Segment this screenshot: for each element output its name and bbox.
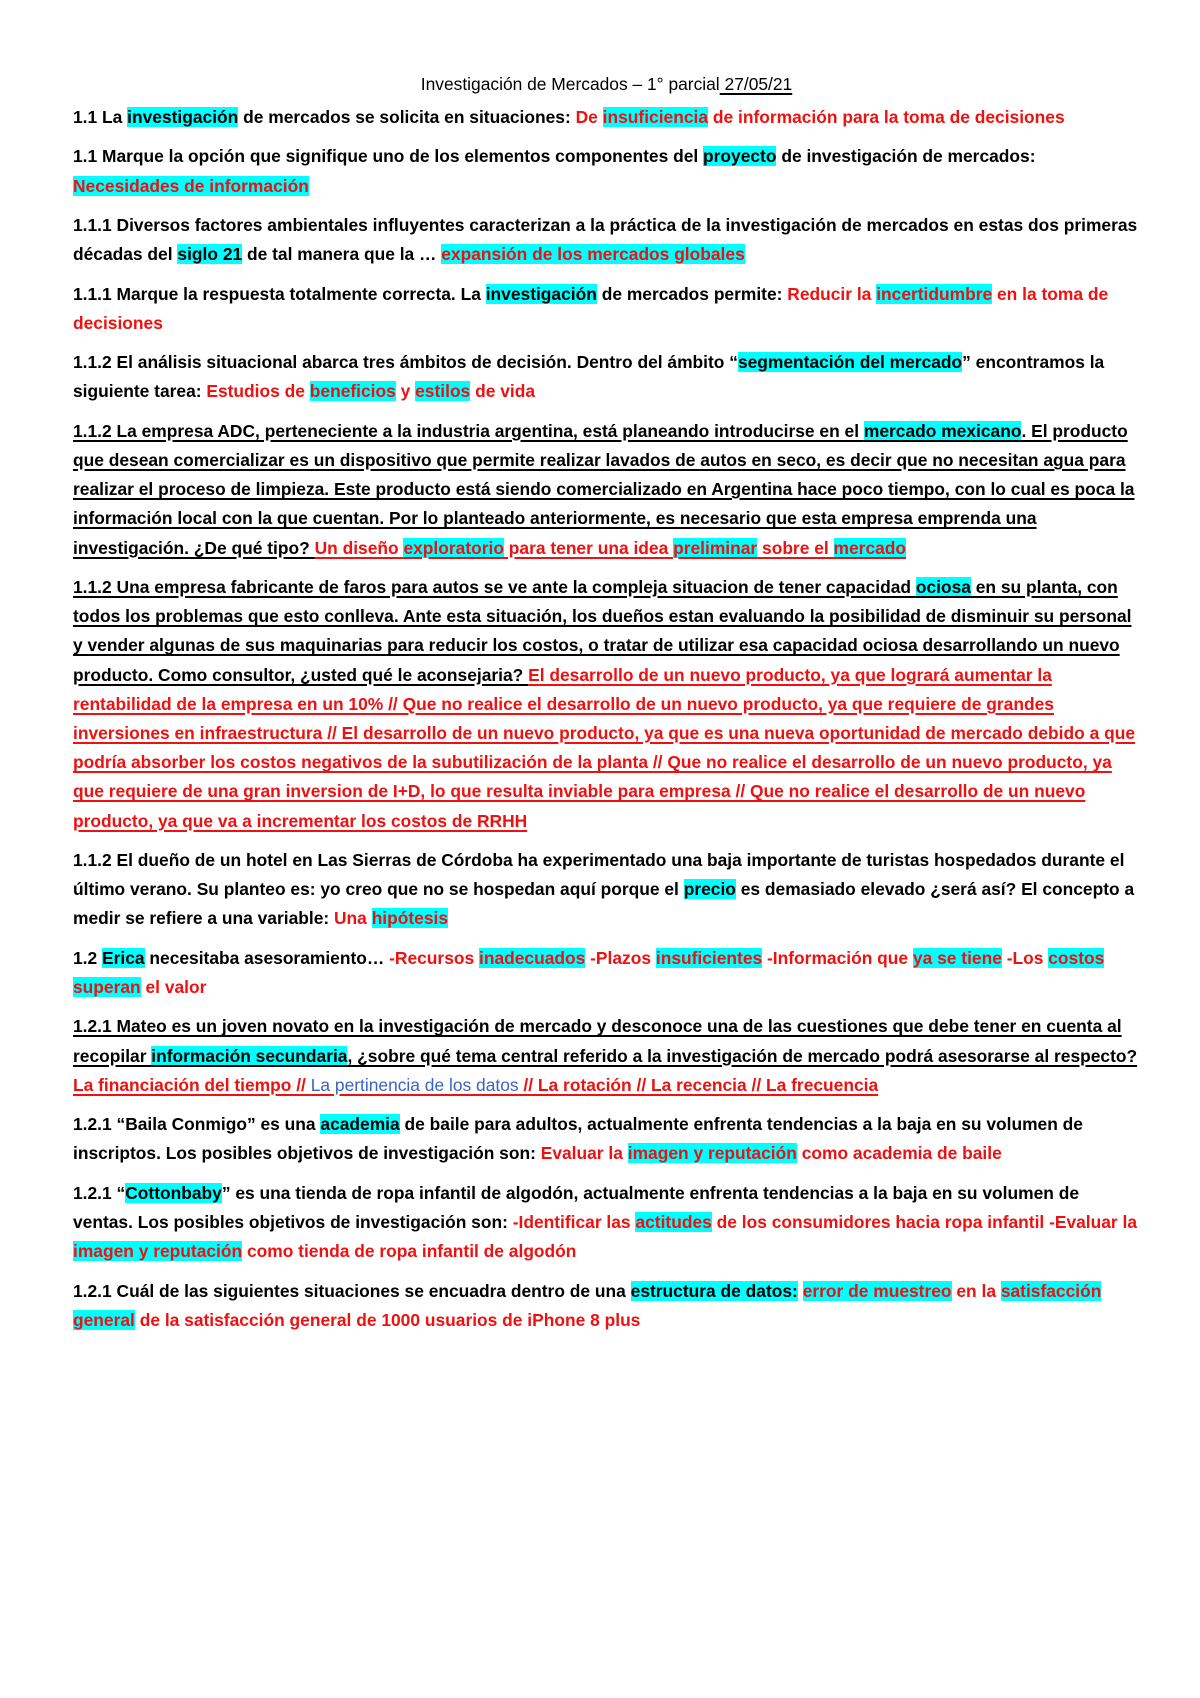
text-run: en la	[951, 1280, 1001, 1301]
text-run: La financiación del tiempo //	[73, 1074, 311, 1095]
text-run: ” encontramos la siguiente tarea:	[73, 352, 1105, 402]
text-run: de investigación de mercados:	[776, 146, 1036, 167]
text-run: inadecuados	[479, 947, 586, 968]
text-run: de los consumidores hacia ropa infantil -Evaluar la	[711, 1211, 1138, 1232]
answer-3: expansión de los mercados globales	[441, 244, 745, 265]
text-run: 1.1.1 Diversos factores ambientales influyentes caracterizan a la práctica de la investigación de mercados en estas dos primeras décadas del	[73, 214, 1138, 265]
answer-11	[541, 1143, 1002, 1163]
text-run: proyecto	[703, 146, 777, 167]
text-run: Investigación de Mercados – 1° parcial	[420, 74, 720, 94]
text-run: 1.1.2 La empresa ADC, perteneciente a la industria argentina, está planeando introducirse en el	[73, 420, 864, 441]
text-run: preliminar	[673, 537, 758, 558]
question-6	[73, 417, 1140, 563]
question-2	[73, 142, 1140, 200]
text-run: -Identificar las	[512, 1211, 636, 1232]
text-run: imagen y reputación	[627, 1143, 797, 1164]
question-8	[73, 846, 1140, 934]
text-run: 1.1.2 El dueño de un hotel en Las Sierras de Córdoba ha experimentado una baja importante de turistas hospedados durante el último verano. Su planteo es: yo creo que no se hospedan aquí porque el	[73, 849, 1125, 900]
text-run: insuficientes	[655, 947, 763, 968]
question-3	[73, 211, 1140, 269]
text-run: costos superan	[73, 947, 1105, 997]
question-4	[73, 280, 1140, 338]
text-run: , ¿sobre qué tema central referido a la investigación de mercado podrá asesorarse al respecto?	[347, 1045, 1138, 1066]
text-run: actitudes	[635, 1211, 712, 1232]
question-5	[73, 348, 1140, 406]
text-run: necesitaba asesoramiento…	[144, 947, 390, 968]
text-run: error de muestreo	[802, 1280, 952, 1301]
text-run: es demasiado elevado ¿será así? El concepto a medir se refiere a una variable:	[73, 879, 1135, 929]
text-run: -Plazos	[585, 947, 656, 968]
text-run: 1.1.2 El análisis situacional abarca tres ámbitos de decisión. Dentro del ámbito “	[73, 352, 738, 373]
text-run: Evaluar la	[540, 1143, 628, 1164]
text-run: -Recursos	[389, 947, 479, 968]
text-run: ociosa	[915, 576, 971, 597]
text-run: como academia de baile	[796, 1143, 1002, 1164]
question-9	[73, 944, 1140, 1002]
text-run: ya se tiene	[912, 947, 1002, 968]
text-run: de mercados se solicita en situaciones:	[238, 107, 576, 127]
text-run: de mercados permite:	[596, 283, 788, 304]
text-run: Reducir la	[787, 283, 877, 304]
text-run: 1.1 La	[73, 107, 128, 127]
page-title	[73, 70, 1140, 99]
text-run: investigación	[127, 107, 239, 127]
text-run: beneficios	[309, 381, 396, 402]
text-run: estilos	[415, 381, 471, 402]
answer-7: El desarrollo de un nuevo producto, ya que logrará aumentar la rentabilidad de la empresa en un 10% // Que no realice el desarrollo de un nuevo producto, ya que requiere de grandes inversiones en infraestructura // El desarrollo de un nuevo producto, ya que es una nueva oportunidad de mercado debido a que podría absorber los costos negativos de la subutilización de la planta // Que no realice el desarrollo de un nuevo producto, ya que requiere de una gran inversion de I+D, lo que resulta inviable para empresa // Que no realice el desarrollo de un nuevo producto, ya que va a incrementar los costos de RRHH	[73, 664, 1136, 831]
text-run: Una	[334, 908, 372, 929]
text-run: -Información que	[762, 947, 913, 968]
text-run: de información para la toma de decisiones	[708, 107, 1065, 127]
correct-option-link-text: La pertinencia de los datos	[310, 1074, 519, 1095]
text-run: imagen y reputación	[73, 1241, 243, 1262]
text-run: 1.2	[73, 947, 103, 968]
text-run: ” es una tienda de ropa infantil de algodón, actualmente enfrenta tendencias a la baja en su volumen de ventas. Los posibles objetivos de investigación son:	[73, 1182, 1079, 1232]
text-run: exploratorio	[403, 537, 504, 558]
text-run: sobre el	[757, 537, 834, 558]
text-run: 1.1 Marque la opción que signifique uno de los elementos componentes del	[73, 146, 704, 167]
question-13	[73, 1277, 1140, 1335]
question-10	[73, 1012, 1140, 1100]
text-run: siglo 21	[177, 244, 243, 265]
text-run: en su planta, con todos los problemas que esto conlleva. Ante esta situación, los dueños estan evaluando la posibilidad de disminuir su personal y vender algunas de sus maquinarias para reducir los costos, o tratar de utilizar esa capacidad ociosa desarrollando un nuevo producto. Como consultor, ¿usted qué le aconsejaria?	[73, 576, 1132, 685]
text-run: precio	[683, 879, 736, 900]
text-run: de tal manera que la …	[242, 244, 442, 265]
text-run: y	[395, 381, 416, 402]
text-run: información secundaria	[151, 1045, 348, 1066]
text-run: 1.1.1 Marque la respuesta totalmente correcta. La	[73, 283, 486, 304]
text-run: como tienda de ropa infantil de algodón	[242, 1241, 577, 1262]
answer-8	[334, 908, 448, 928]
question-1	[73, 103, 1140, 132]
text-run: . El producto que desean comercializar es un dispositivo que permite realizar lavados de autos en seco, es decir que no necesitan agua para realizar el proceso de limpieza. Este producto está siendo comercializado en Argentina hace poco tiempo, con lo cual es poca la información local con la que cuentan. Por lo planteado anteriormente, es necesario que esta empresa emprenda una investigación. ¿De qué tipo?	[73, 420, 1135, 558]
text-run: 1.1.2 Una empresa fabricante de faros para autos se ve ante la compleja situacion de tener capacidad	[73, 576, 916, 597]
text-run: satisfacción general	[73, 1280, 1102, 1330]
text-run: hipótesis	[371, 908, 449, 929]
question-12	[73, 1179, 1140, 1267]
text-run: De	[575, 107, 603, 127]
text-run: de baile para adultos, actualmente enfrenta tendencias a la baja en su volumen de inscriptos. Los posibles objetivos de investigación son:	[73, 1114, 1083, 1164]
text-run: mercado	[833, 537, 907, 558]
text-run: de la satisfacción general de 1000 usuarios de iPhone 8 plus	[134, 1309, 641, 1330]
text-run: 1.2.1 Cuál de las siguientes situaciones se encuadra dentro de una	[73, 1280, 631, 1301]
text-run: -Los	[1001, 947, 1049, 968]
text-run: incertidumbre	[876, 283, 993, 304]
text-run: // La rotación // La recencia // La frecuencia	[518, 1074, 879, 1095]
text-run: en la toma de decisiones	[73, 283, 1109, 333]
text-run: insuficiencia	[602, 107, 709, 127]
answer-2: Necesidades de información	[73, 175, 309, 196]
text-run: de vida	[470, 381, 535, 402]
text-run: estructura de datos:	[630, 1280, 798, 1301]
text-run: 1.2.1 Mateo es un joven novato en la investigación de mercado y desconoce una de las cuestiones que debe tener en cuenta al recopilar	[73, 1016, 1122, 1066]
text-run: Cottonbaby	[125, 1182, 222, 1203]
question-7	[73, 573, 1140, 836]
text-run: academia	[320, 1114, 400, 1135]
text-run: para tener una idea	[503, 537, 674, 558]
text-run: el valor	[140, 976, 207, 997]
text-run: Un diseño	[314, 537, 404, 558]
text-run: Erica	[102, 947, 145, 968]
question-11	[73, 1110, 1140, 1168]
text-run: 1.2.1 “Baila Conmigo” es una	[73, 1114, 321, 1135]
answer-10	[73, 1075, 878, 1095]
text-run: 27/05/21	[719, 74, 793, 94]
text-run: segmentación del mercado	[737, 352, 963, 373]
answer-5	[206, 381, 535, 401]
answer-6	[315, 538, 906, 558]
text-run: investigación	[485, 283, 597, 304]
text-run: mercado mexicano	[863, 420, 1022, 441]
answer-1	[576, 107, 1065, 127]
text-run: 1.2.1 “	[73, 1182, 126, 1203]
text-run: Estudios de	[206, 381, 310, 402]
